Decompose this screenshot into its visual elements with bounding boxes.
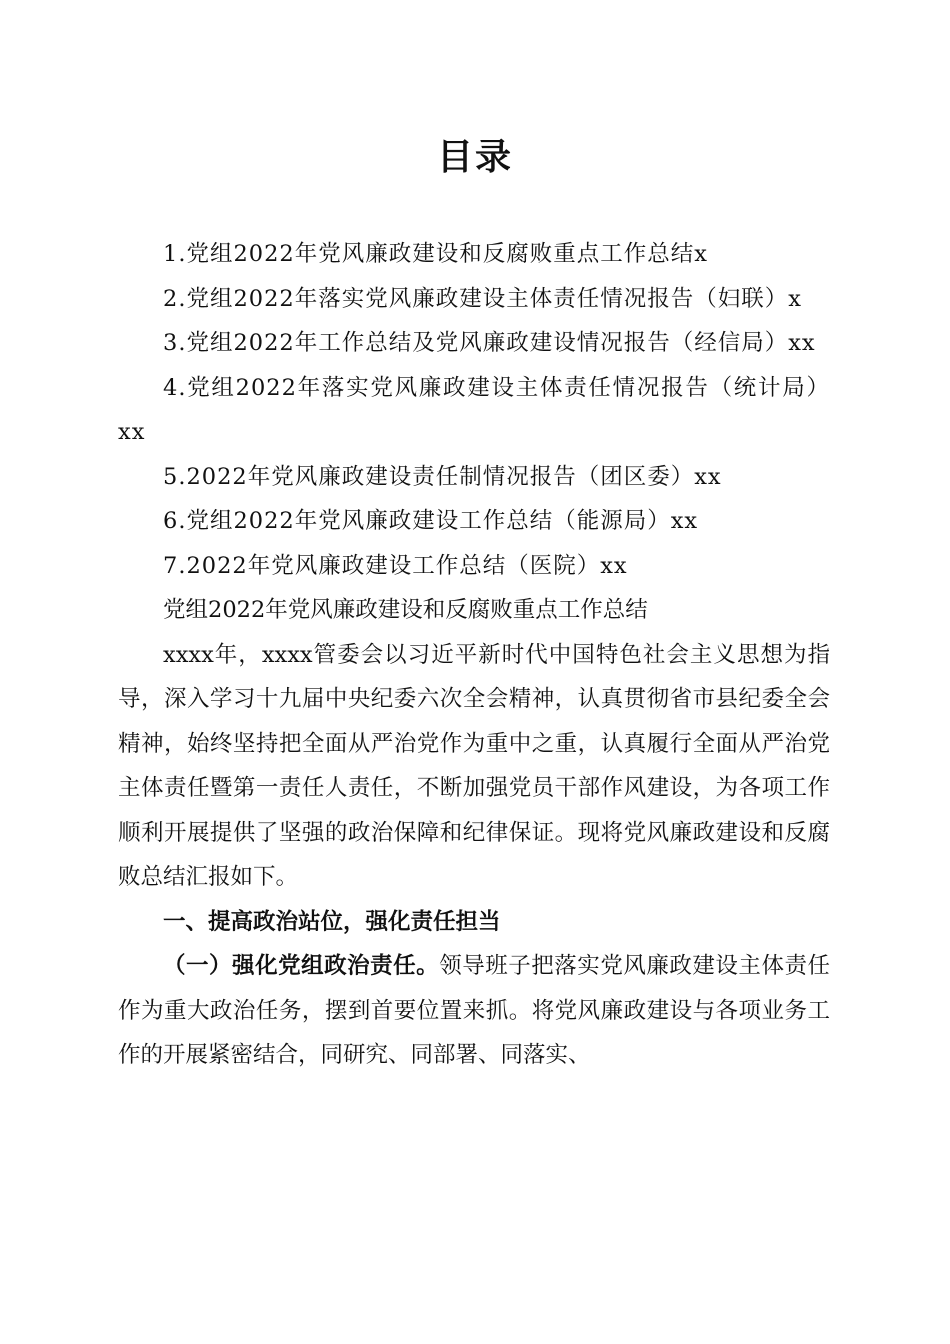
toc-item-4: 4.党组2022年落实党风廉政建设主体责任情况报告（统计局）xx [118,374,830,445]
toc-item-3: 3.党组2022年工作总结及党风廉政建设情况报告（经信局）xx [163,330,816,356]
article-title: 党组2022年党风廉政建设和反腐败重点工作总结 [163,597,648,623]
document-body [118,232,830,1078]
section-heading-1: 一、提高政治站位，强化责任担当 [163,908,501,935]
toc-item-5: 5.2022年党风廉政建设责任制情况报告（团区委）xx [163,463,722,490]
toc-title: 目录 [436,137,513,178]
toc-item-1: 1.党组2022年党风廉政建设和反腐败重点工作总结x [163,241,708,267]
toc-item-7: 7.2022年党风廉政建设工作总结（医院）xx [163,552,628,579]
subsection-paragraph-1 [118,944,830,1078]
toc-item-2: 2.党组2022年落实党风廉政建设主体责任情况报告（妇联）x [163,285,802,312]
intro-paragraph: xxxx年，xxxx管委会以习近平新时代中国特色社会主义思想为指导，深入学习十九届中央纪委六次全会精神，认真贯彻省市县纪委全会精神，始终坚持把全面从严治党作为重中之重，认真履行全面从严治党主体责任暨第一责任人责任，不断加强党员干部作风建设，为各项工作顺利开展提供了坚强的政治保障和纪律保证。现将党风廉政建设和反腐败总结汇报如下。 [118,641,830,890]
toc-item-6: 6.党组2022年党风廉政建设工作总结（能源局）xx [163,508,699,534]
subsection-lead-1: （一）强化党组政治责任。 [163,953,440,979]
subsection-body-1: 领导班子把落实党风廉政建设主体责任作为重大政治任务，摆到首要位置来抓。将党风廉政建设与各项业务工作的开展紧密结合，同研究、同部署、同落实、 [118,953,830,1068]
